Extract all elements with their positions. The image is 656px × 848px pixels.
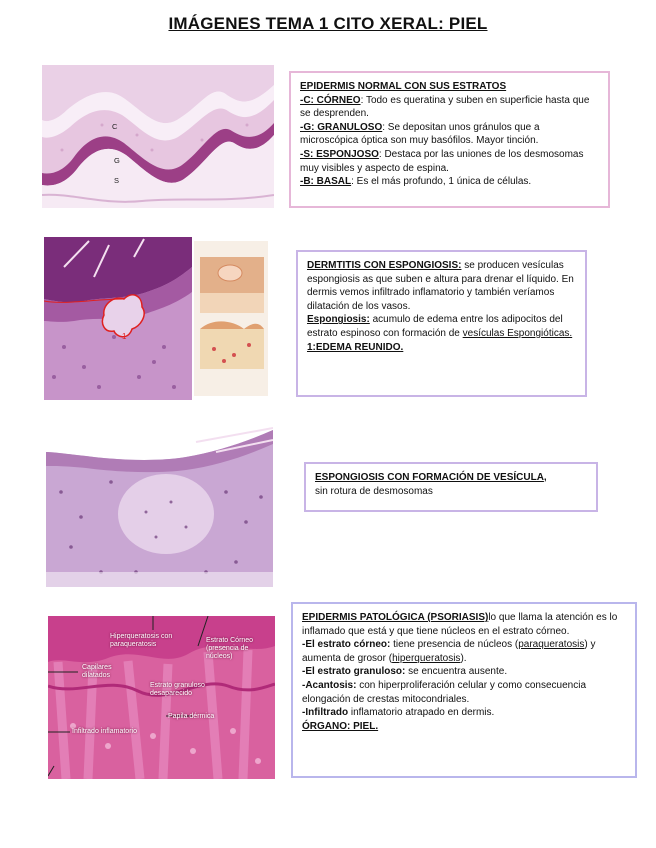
psoriasis-box [291,602,637,778]
normal-epidermis-image [42,65,274,208]
item-esponjoso: -S: ESPONJOSO: Destaca por las uniones de los desmosomas muy visibles y aspecto de espina. [300,148,584,174]
item-granuloso: -G: GRANULOSO: Se depositan unos gránulos que a microscópica óptica son muy basófilos. Mayor tinción. [300,121,540,147]
label-papila: Papila dérmica [168,713,215,720]
page-title: IMÁGENES TEMA 1 CITO XERAL: PIEL [168,14,488,33]
dermatitis-image [44,237,270,400]
normal-epidermis-box [289,71,610,208]
espongiosis-paragraph: Espongiosis: acumulo de edema entre los adipocitos del estrato espinoso con formación de vesículas Espongióticas. [307,314,573,339]
marker-1: 1 [122,332,127,341]
psoriasis-granuloso: -El estrato granuloso: se encuentra ausente. [302,666,508,678]
edema-reference: 1:EDEMA REUNIDO. [307,341,404,353]
psoriasis-corneo: -El estrato córneo: tiene presencia de núcleos (paraqueratosis) y aumenta de grosor (hiperqueratosis). [302,639,596,664]
dermatitis-illustration [44,237,270,400]
label-infiltrado: Infiltrado inflamatorio [72,728,137,735]
spongiosis-vesicle-box [304,462,598,512]
dermatitis-paragraph: DERMTITIS CON ESPONGIOSIS: se producen vesículas espongiosis as que suben e altura para drenar el líquido. En dermis vemos infiltrado inflamatorio y también veríamos dilatación de los vasos. [307,260,574,312]
label-s: S [114,176,120,185]
spongiosis-vesicle-text: sin rotura de desmosomas [315,485,433,497]
spongiosis-illustration [46,422,273,587]
psoriasis-infiltrado: -Infiltrado inflamatorio atrapado en dermis. [302,707,495,719]
spongiosis-vesicle-image [46,422,273,587]
psoriasis-organ: ÓRGANO: PIEL. [302,720,379,732]
item-corneo: -C: CÓRNEO: Todo es queratina y suben en superficie hasta que se desprenden. [300,94,590,120]
psoriasis-intro: EPIDERMIS PATOLÓGICA (PSORIASIS)lo que llama la atención es lo inflamado que está y que tiene núcleos en el estrato córneo. [302,612,618,637]
normal-epidermis-heading: EPIDERMIS NORMAL CON SUS ESTRATOS [300,81,507,92]
psoriasis-image [48,616,275,779]
dermatitis-box [296,250,587,397]
label-estrato-corneo: Estrato Córneo (presencia de núcleos) [206,637,254,660]
normal-epidermis-illustration [42,65,274,208]
item-basal: -B: BASAL: Es el más profundo, 1 única de células. [300,176,532,188]
label-capilares: Capilares dilatados [82,664,112,679]
label-hiperqueratosis: Hiperqueratosis con paraqueratosis [110,633,173,648]
label-granuloso: Estrato granuloso desaparecido [150,682,205,697]
spongiosis-vesicle-heading: ESPONGIOSIS CON FORMACIÓN DE VESÍCULA, [315,472,547,483]
label-g: G [114,156,120,165]
label-c: C [112,122,118,131]
psoriasis-acantosis: -Acantosis: con hiperproliferación celular y como consecuencia elongación de crestas mitocondriales. [302,679,587,705]
